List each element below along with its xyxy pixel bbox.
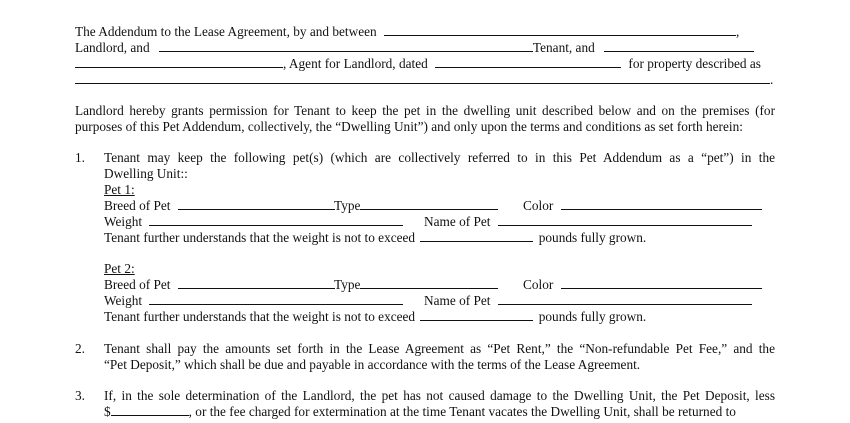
agent-name-field-part1[interactable]: [604, 40, 754, 52]
pet-2-weight-label: Weight: [104, 293, 143, 308]
landlord-and-text: Landlord, and: [75, 40, 150, 55]
item-2-line-2: “Pet Deposit,” which shall be due and payable in accordance with the terms of the Lease Agreement.: [104, 357, 641, 372]
pet-1-name-row: [424, 214, 752, 230]
intro-line-2: purposes of this Pet Addendum, collectively, the “Dwelling Unit”) and only upon the terms and conditions as set forth herein:: [75, 119, 743, 134]
dollar-sign: $: [104, 404, 111, 419]
pet-1-weight-note-suffix: pounds fully grown.: [538, 230, 647, 245]
intro-line-1: Landlord hereby grants permission for Tenant to keep the pet in the dwelling unit described below and on the premises (for: [75, 103, 775, 118]
pet-2-name-field[interactable]: [498, 293, 752, 305]
property-description-field[interactable]: [75, 72, 770, 84]
pet-2-type-field[interactable]: [360, 277, 498, 289]
item-3-line-2-text: , or the fee charged for extermination at the time Tenant vacates the Dwelling Unit, shall be returned to: [188, 404, 736, 419]
pet-2-color-field[interactable]: [561, 277, 762, 289]
pet-2-type-label: Type: [334, 277, 361, 292]
pet-1-max-weight-field[interactable]: [420, 230, 533, 242]
for-property-text: for property described as: [628, 56, 761, 71]
item-2-line-1: Tenant shall pay the amounts set forth in the Lease Agreement as “Pet Rent,” the “Non-refundable Pet Fee,” and the: [104, 341, 775, 356]
pet-1-weight-row: [104, 214, 403, 230]
pet-2-breed-field[interactable]: [178, 277, 335, 289]
parties-intro-text: The Addendum to the Lease Agreement, by and between: [75, 24, 377, 39]
pet-2-type-row: [334, 277, 498, 293]
period-text: .: [770, 72, 774, 87]
date-field[interactable]: [435, 56, 621, 68]
pet-1-breed-row: [104, 198, 335, 214]
parties-line-4: [75, 72, 773, 88]
pet-1-breed-label: Breed of Pet: [104, 198, 171, 213]
pet-2-weight-field[interactable]: [149, 293, 403, 305]
pet-1-weight-note: [104, 230, 646, 246]
item-2-number: 2.: [75, 341, 85, 356]
agent-name-field-part2[interactable]: [75, 56, 283, 68]
comma-text: ,: [736, 24, 740, 39]
pet-2-heading: Pet 2:: [104, 261, 135, 276]
pet-2-weight-row: [104, 293, 403, 309]
pet-1-weight-field[interactable]: [149, 214, 403, 226]
pet-1-color-field[interactable]: [561, 198, 762, 210]
pet-1-heading: Pet 1:: [104, 182, 135, 197]
parties-line-3: [75, 56, 761, 72]
parties-line-2: [75, 40, 754, 56]
pet-2-weight-note-prefix: Tenant further understands that the weight is not to exceed: [104, 309, 416, 324]
pet-1-name-field[interactable]: [498, 214, 752, 226]
pet-2-color-label: Color: [523, 277, 554, 292]
pet-2-name-label: Name of Pet: [424, 293, 491, 308]
tenant-and-text: Tenant, and: [532, 40, 595, 55]
agent-dated-text: , Agent for Landlord, dated: [283, 56, 428, 71]
pet-2-color-row: [523, 277, 762, 293]
item-1-line-1: Tenant may keep the following pet(s) (which are collectively referred to in this Pet Addendum as a “pet”) in the: [104, 150, 775, 165]
item-3-number: 3.: [75, 388, 85, 403]
item-3-line-2: [104, 404, 736, 420]
item-1-number: 1.: [75, 150, 85, 165]
pet-2-name-row: [424, 293, 752, 309]
pet-1-weight-note-prefix: Tenant further understands that the weight is not to exceed: [104, 230, 416, 245]
pet-2-breed-label: Breed of Pet: [104, 277, 171, 292]
parties-line-1: [75, 24, 739, 40]
pet-1-type-row: [334, 198, 498, 214]
item-1-line-2: Dwelling Unit::: [104, 166, 188, 181]
pet-2-max-weight-field[interactable]: [420, 309, 533, 321]
pet-1-weight-label: Weight: [104, 214, 143, 229]
pet-1-type-field[interactable]: [360, 198, 498, 210]
pet-2-weight-note: [104, 309, 646, 325]
pet-1-name-label: Name of Pet: [424, 214, 491, 229]
deduction-amount-field[interactable]: [111, 404, 189, 416]
pet-1-color-row: [523, 198, 762, 214]
item-3-line-1: If, in the sole determination of the Landlord, the pet has not caused damage to the Dwelling Unit, the Pet Deposit, less: [104, 388, 775, 403]
tenant-name-field[interactable]: [159, 40, 533, 52]
pet-1-type-label: Type: [334, 198, 361, 213]
pet-2-breed-row: [104, 277, 335, 293]
pet-2-weight-note-suffix: pounds fully grown.: [538, 309, 647, 324]
pet-1-breed-field[interactable]: [178, 198, 335, 210]
landlord-name-field[interactable]: [384, 24, 736, 36]
pet-1-color-label: Color: [523, 198, 554, 213]
